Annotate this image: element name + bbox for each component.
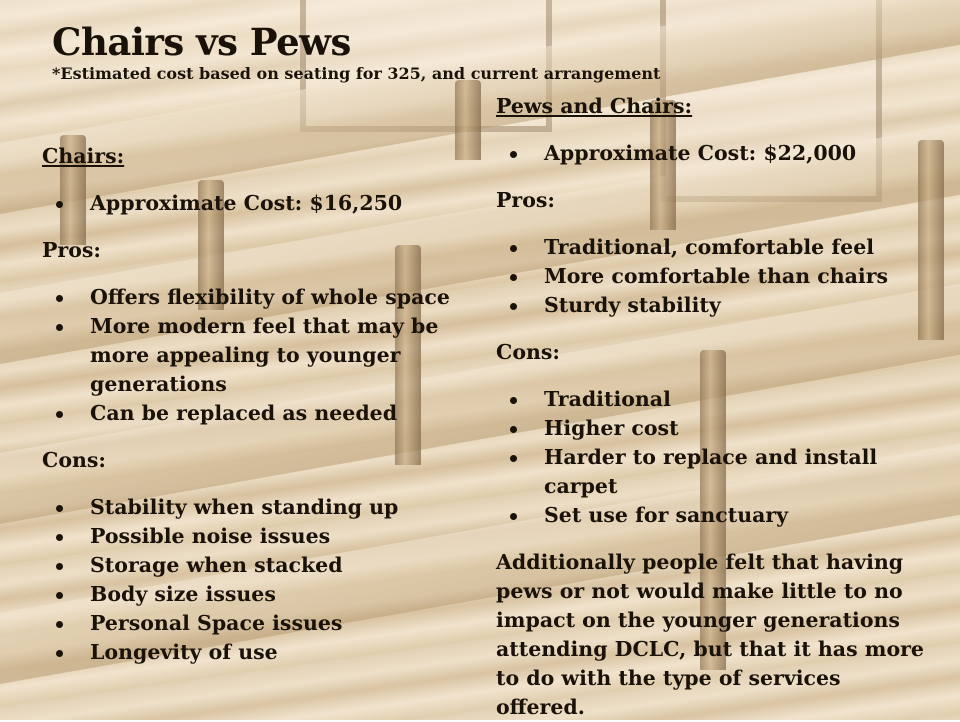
list-item: Can be replaced as needed xyxy=(90,399,462,428)
list-item: Possible noise issues xyxy=(90,522,462,551)
pews-column xyxy=(496,92,936,722)
list-item: Traditional, comfortable feel xyxy=(544,233,936,262)
closing-note: Additionally people felt that having pews or not would make little to no impact on the younger generations attending DCLC, but that it has more to do with the type of services offered. xyxy=(496,550,924,719)
list-item: More comfortable than chairs xyxy=(544,262,936,291)
pews-cost: Approximate Cost: $22,000 xyxy=(544,139,936,168)
chairs-pros-list xyxy=(42,283,462,428)
list-item: Longevity of use xyxy=(90,638,462,667)
list-item: Personal Space issues xyxy=(90,609,462,638)
chairs-cost-list xyxy=(42,189,462,218)
list-item: Body size issues xyxy=(90,580,462,609)
chairs-column xyxy=(42,142,462,685)
pews-heading: Pews and Chairs: xyxy=(496,94,693,118)
chairs-pros-label: Pros: xyxy=(42,238,101,262)
pews-cost-list xyxy=(496,139,936,168)
list-item: Stability when standing up xyxy=(90,493,462,522)
list-item: Traditional xyxy=(544,385,936,414)
pews-cons-label: Cons: xyxy=(496,340,561,364)
list-item: Higher cost xyxy=(544,414,936,443)
list-item: Storage when stacked xyxy=(90,551,462,580)
list-item: Set use for sanctuary xyxy=(544,501,936,530)
chairs-cons-list xyxy=(42,493,462,667)
list-item: Harder to replace and install carpet xyxy=(544,443,936,501)
chairs-cost: Approximate Cost: $16,250 xyxy=(90,189,462,218)
pews-pros-list xyxy=(496,233,936,320)
slide-subtitle: *Estimated cost based on seating for 325, and current arrangement xyxy=(52,64,661,83)
list-item: More modern feel that may be more appealing to younger generations xyxy=(90,312,462,399)
chairs-heading: Chairs: xyxy=(42,144,125,168)
list-item: Offers flexibility of whole space xyxy=(90,283,462,312)
list-item: Sturdy stability xyxy=(544,291,936,320)
chairs-cons-label: Cons: xyxy=(42,448,107,472)
pews-cons-list xyxy=(496,385,936,530)
slide-title: Chairs vs Pews xyxy=(52,20,351,64)
pews-pros-label: Pros: xyxy=(496,188,555,212)
